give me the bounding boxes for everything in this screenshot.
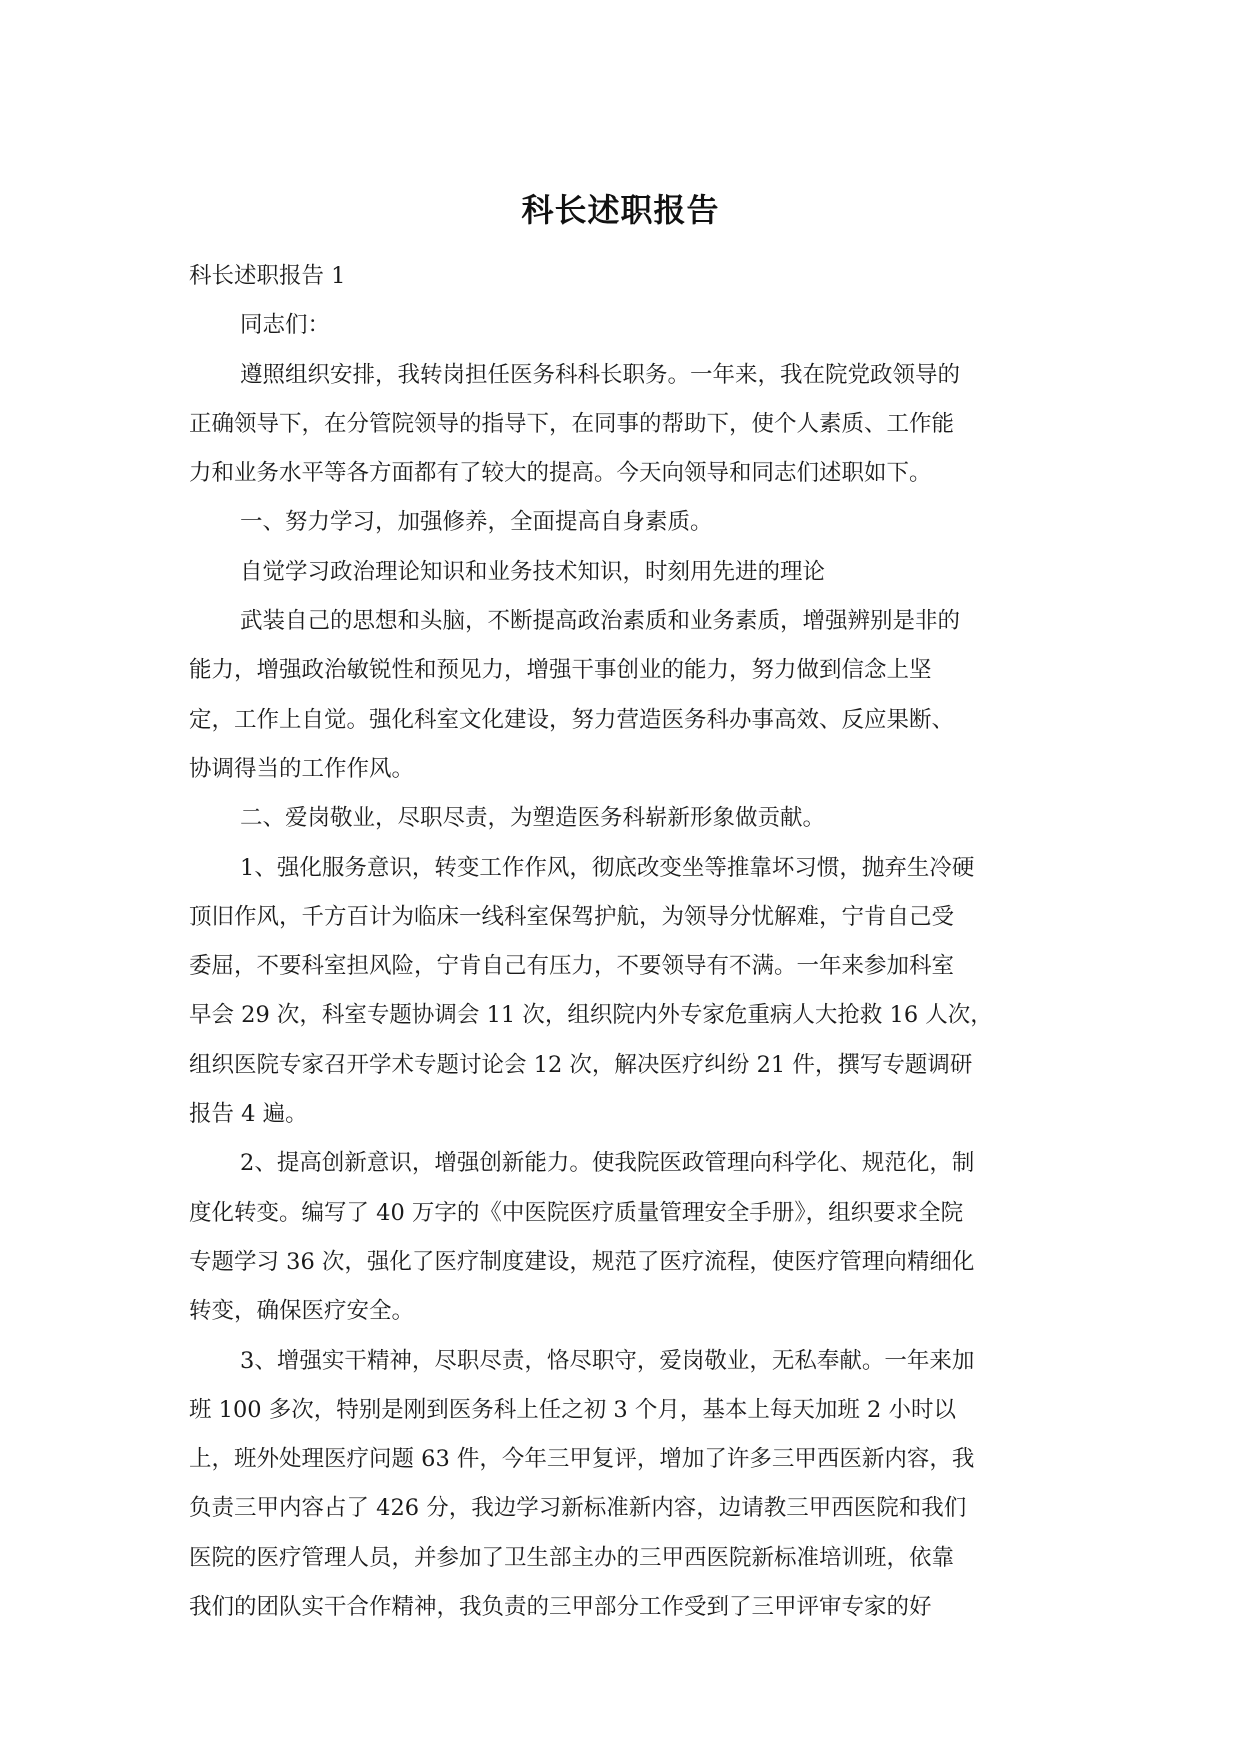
text-line: 医院的医疗管理人员，并参加了卫生部主办的三甲西医院新标准培训班，依靠 (189, 1544, 955, 1571)
text-line: 同志们： (240, 312, 331, 339)
text-line: 上，班外处理医疗问题 63 件，今年三甲复评，增加了许多三甲西医新内容，我 (189, 1446, 975, 1473)
text-line: 顶旧作风，千方百计为临床一线科室保驾护航，为领导分忧解难，宁肯自己受 (189, 903, 955, 930)
text-line: 协调得当的工作作风。 (189, 755, 415, 782)
text-line: 早会 29 次，科室专题协调会 11 次，组织院内外专家危重病人大抢救 16 人次， (189, 1002, 993, 1029)
text-line: 力和业务水平等各方面都有了较大的提高。今天向领导和同志们述职如下。 (189, 460, 932, 487)
text-line: 负责三甲内容占了 426 分，我边学习新标准新内容，边请教三甲西医院和我们 (189, 1495, 967, 1522)
text-line: 定，工作上自觉。强化科室文化建设，努力营造医务科办事高效、反应果断、 (189, 706, 955, 733)
text-line: 2、提高创新意识，增强创新能力。使我院医政管理向科学化、规范化，制 (240, 1150, 975, 1177)
text-line: 一、努力学习，加强修养，全面提高自身素质。 (240, 509, 713, 536)
text-line: 报告 4 遍。 (189, 1101, 308, 1128)
text-line: 二、爱岗敬业，尽职尽责，为塑造医务科崭新形象做贡献。 (240, 805, 826, 832)
text-line: 自觉学习政治理论知识和业务技术知识，时刻用先进的理论 (240, 558, 826, 585)
text-line: 专题学习 36 次，强化了医疗制度建设，规范了医疗流程，使医疗管理向精细化 (189, 1248, 975, 1275)
text-line: 正确领导下，在分管院领导的指导下，在同事的帮助下，使个人素质、工作能 (189, 410, 955, 437)
text-line: 班 100 多次，特别是刚到医务科上任之初 3 个月，基本上每天加班 2 小时以 (189, 1396, 956, 1423)
report-subtitle: 科长述职报告 1 (189, 263, 346, 289)
text-line: 我们的团队实干合作精神，我负责的三甲部分工作受到了三甲评审专家的好 (189, 1594, 932, 1621)
text-line: 度化转变。编写了 40 万字的《中医院医疗质量管理安全手册》，组织要求全院 (189, 1199, 964, 1226)
text-line: 委屈，不要科室担风险，宁肯自己有压力，不要领导有不满。一年来参加科室 (189, 953, 955, 980)
text-line: 遵照组织安排，我转岗担任医务科科长职务。一年来，我在院党政领导的 (240, 361, 961, 388)
text-line: 武装自己的思想和头脑，不断提高政治素质和业务素质，增强辨别是非的 (240, 608, 961, 635)
document-body (189, 252, 1069, 1632)
document-title: 科长述职报告 (521, 191, 720, 229)
text-line: 能力，增强政治敏锐性和预见力，增强干事创业的能力，努力做到信念上坚 (189, 657, 932, 684)
paragraph-lines (189, 301, 1069, 1632)
text-line: 组织医院专家召开学术专题讨论会 12 次，解决医疗纠纷 21 件，撰写专题调研 (189, 1051, 973, 1078)
text-line: 转变，确保医疗安全。 (189, 1298, 415, 1325)
text-line: 3、增强实干精神，尽职尽责，恪尽职守，爱岗敬业，无私奉献。一年来加 (240, 1347, 975, 1374)
text-line: 1、强化服务意识，转变工作作风，彻底改变坐等推靠坏习惯，抛弃生冷硬 (240, 854, 975, 881)
